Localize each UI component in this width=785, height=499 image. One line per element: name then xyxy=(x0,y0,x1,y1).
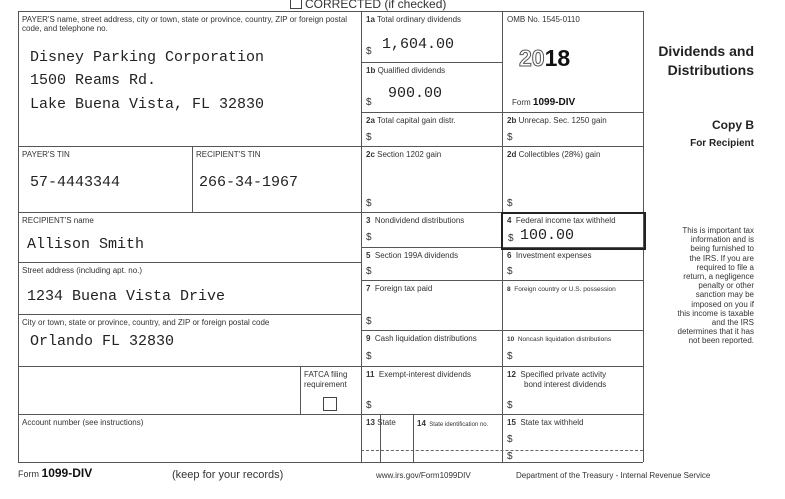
box-1b-value[interactable]: 900.00 xyxy=(388,85,443,102)
box-15-label: 15 State tax withheld xyxy=(507,418,584,427)
copy-title: Copy B xyxy=(712,118,754,132)
recipient-tin-value[interactable]: 266-34-1967 xyxy=(199,174,299,191)
city-bottom-line xyxy=(18,366,361,367)
corrected-label: CORRECTED (if checked) xyxy=(305,0,447,11)
payer-city[interactable]: Lake Buena Vista, FL 32830 xyxy=(30,96,265,113)
box-9-dollar: $ xyxy=(366,351,372,362)
box-8-label: 8 Foreign country or U.S. possession xyxy=(507,286,616,293)
footer-dept: Department of the Treasury - Internal Revenue Service xyxy=(516,471,711,480)
line-7 xyxy=(361,330,643,331)
footer-url: www.irs.gov/Form1099DIV xyxy=(376,471,471,480)
box-4-dollar: $ xyxy=(508,233,514,244)
street-value[interactable]: 1234 Buena Vista Drive xyxy=(27,288,226,305)
box-7-dollar: $ xyxy=(366,316,372,327)
form-name-small: Form 1099-DIV xyxy=(512,97,576,108)
payer-tin-label: PAYER'S TIN xyxy=(22,150,70,159)
state-dash-line xyxy=(361,450,643,451)
fatca-bottom-line xyxy=(18,414,361,415)
box-14-label: 14 State identification no. xyxy=(417,419,489,428)
fatca-divider xyxy=(300,366,301,414)
box-2b-dollar: $ xyxy=(507,132,513,143)
box-1a-label: 1a Total ordinary dividends xyxy=(366,15,462,24)
street-label: Street address (including apt. no.) xyxy=(22,266,143,275)
box-2b-label: 2b Unrecap. Sec. 1250 gain xyxy=(507,116,607,125)
tin-divider xyxy=(192,146,193,212)
payer-label: PAYER'S name, street address, city or town, state or province, country, ZIP or foreign postal code, and telephone no. xyxy=(22,15,348,33)
box-1b-dollar: $ xyxy=(366,97,372,108)
copy-subtitle: For Recipient xyxy=(690,138,754,149)
street-bottom-line xyxy=(18,314,361,315)
state-divider-2 xyxy=(413,414,414,462)
box-12-label-2: bond interest dividends xyxy=(524,380,607,389)
box-1a-dollar: $ xyxy=(366,46,372,57)
fatca-label-2: requirement xyxy=(304,380,347,389)
payer-street[interactable]: 1500 Reams Rd. xyxy=(30,72,157,89)
box-10-label: 10 Noncash liquidation distributions xyxy=(507,336,612,343)
box-15-dollar-1: $ xyxy=(507,434,513,445)
fatca-label-1: FATCA filing xyxy=(304,370,348,379)
box-2d-dollar: $ xyxy=(507,198,513,209)
box-2a-label: 2a Total capital gain distr. xyxy=(366,116,456,125)
box-1a-value[interactable]: 1,604.00 xyxy=(382,36,455,53)
box-1b-label: 1b Qualified dividends xyxy=(366,66,446,75)
payer-bottom-line xyxy=(18,146,361,147)
box-5-dollar: $ xyxy=(366,266,372,277)
form-top-border xyxy=(18,11,643,12)
box-6-dollar: $ xyxy=(507,266,513,277)
payer-name[interactable]: Disney Parking Corporation xyxy=(30,49,265,66)
box-5-label: 5 Section 199A dividends xyxy=(366,251,459,260)
box-11-label: 11 Exempt-interest dividends xyxy=(366,370,471,379)
box-15-dollar-2: $ xyxy=(507,451,513,462)
notice-text: This is important tax information and is being furnished to the IRS. If you are required to file a return, a negligence penalty or other sanction may be imposed on you if this income is taxable and the IRS determines that it has not been reported. xyxy=(677,226,754,346)
box-7-label: 7 Foreign tax paid xyxy=(366,284,433,293)
payer-tin-value[interactable]: 57-4443344 xyxy=(30,174,121,191)
recipient-tin-label: RECIPIENT'S TIN xyxy=(196,150,261,159)
form-title-line-1: Dividends and xyxy=(658,43,754,59)
box-3-label: 3 Nondividend distributions xyxy=(366,216,465,225)
col-divider-1 xyxy=(361,11,362,462)
form-bottom-border xyxy=(18,462,643,463)
box-10-dollar: $ xyxy=(507,351,513,362)
city-label: City or town, state or province, country, and ZIP or foreign postal code xyxy=(22,318,270,327)
tin-bottom-line xyxy=(18,212,361,213)
corrected-checkbox[interactable] xyxy=(290,0,302,9)
box-12-label-1: 12 Specified private activity xyxy=(507,370,607,379)
footer-keep: (keep for your records) xyxy=(172,469,284,481)
footer-form-name: Form 1099-DIV xyxy=(18,466,93,480)
left-border xyxy=(18,11,19,462)
recipient-name-value[interactable]: Allison Smith xyxy=(27,236,145,253)
form-title-line-2: Distributions xyxy=(667,62,754,78)
box-13-label: 13 State xyxy=(366,418,396,427)
line-11 xyxy=(361,414,643,415)
name-bottom-line xyxy=(18,262,361,263)
box-6-label: 6 Investment expenses xyxy=(507,251,592,260)
box-3-dollar: $ xyxy=(366,232,372,243)
line-9 xyxy=(361,366,643,367)
box-12-dollar: $ xyxy=(507,400,513,411)
box-11-dollar: $ xyxy=(366,400,372,411)
box-2c-label: 2c Section 1202 gain xyxy=(366,150,442,159)
omb-number: OMB No. 1545-0110 xyxy=(507,15,580,24)
line-1a xyxy=(361,62,502,63)
box-4-value[interactable]: 100.00 xyxy=(520,227,575,244)
recipient-name-label: RECIPIENT'S name xyxy=(22,216,94,225)
line-1b xyxy=(361,112,643,113)
box-4-label: 4 Federal income tax withheld xyxy=(507,216,616,225)
fatca-checkbox[interactable] xyxy=(323,397,337,411)
line-5 xyxy=(361,280,643,281)
tax-year: 2018 xyxy=(519,45,571,71)
box-2a-dollar: $ xyxy=(366,132,372,143)
box-2c-dollar: $ xyxy=(366,198,372,209)
city-value[interactable]: Orlando FL 32830 xyxy=(30,333,175,350)
account-label: Account number (see instructions) xyxy=(22,418,144,427)
omb-bottom xyxy=(502,146,643,147)
box-9-label: 9 Cash liquidation distributions xyxy=(366,334,477,343)
box-2d-label: 2d Collectibles (28%) gain xyxy=(507,150,601,159)
